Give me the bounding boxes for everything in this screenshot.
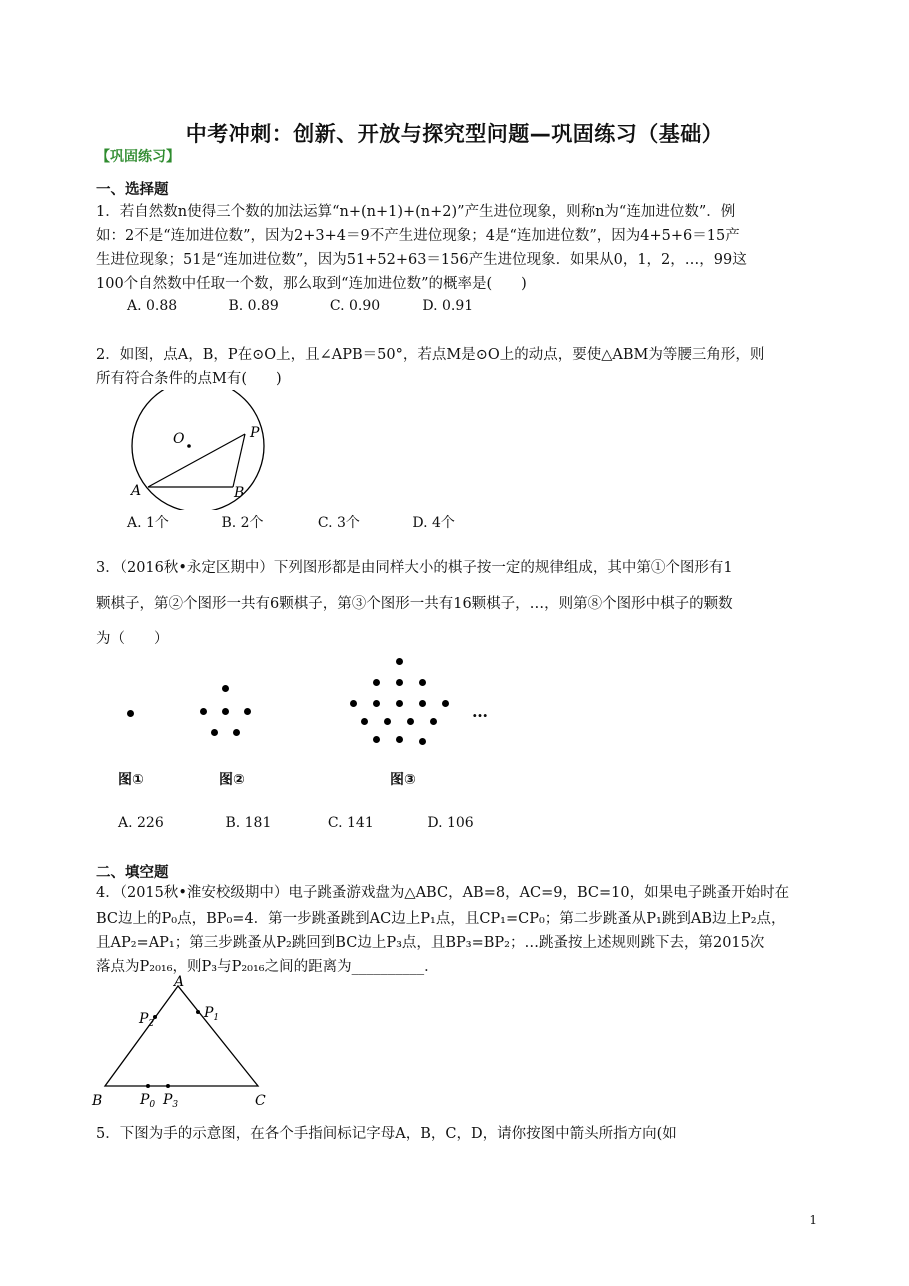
piece — [211, 729, 218, 736]
q1-option-c: C. 0.90 — [329, 298, 381, 314]
piece — [396, 679, 403, 686]
label-o: O — [173, 431, 185, 447]
piece — [200, 708, 207, 715]
piece — [430, 718, 437, 725]
triangle-abc — [105, 986, 258, 1086]
q3-options — [118, 815, 474, 831]
q2-circle-figure — [118, 390, 278, 510]
q3-option-d: D. 106 — [427, 815, 474, 831]
q3-label-fig2: 图② — [219, 772, 245, 788]
point-p3 — [166, 1084, 170, 1088]
q5-line-1: 5．下图为手的示意图，在各个手指间标记字母A，B，C，D，请你按图中箭头所指方向(如 — [96, 1126, 677, 1142]
q2-option-c: C. 3个 — [317, 515, 360, 531]
label-a: A — [131, 483, 142, 499]
q2-options — [127, 512, 455, 532]
q2-option-b: B. 2个 — [221, 515, 264, 531]
q2-option-d: D. 4个 — [412, 515, 455, 531]
q1-line-4: 100个自然数中任取一个数，那么取到“连加进位数”的概率是( ) — [96, 276, 527, 292]
label-p: P — [250, 425, 260, 441]
point-p1 — [196, 1010, 200, 1014]
piece — [373, 679, 380, 686]
label-a: A — [174, 974, 185, 990]
q2-line-1: 2．如图，点A，B，P在⊙O上，且∠APB＝50°，若点M是⊙O上的动点，要使△ABM为等腰三角形，则 — [96, 347, 765, 363]
q1-option-a: A. 0.88 — [127, 298, 178, 314]
q3-line-2: 颗棋子，第②个图形一共有6颗棋子，第③个图形一共有16颗棋子，…，则第⑧个图形中棋子的颗数 — [96, 596, 733, 612]
piece — [384, 718, 391, 725]
section-heading-choice: 一、选择题 — [96, 182, 169, 198]
piece — [419, 738, 426, 745]
piece — [407, 718, 414, 725]
piece — [396, 736, 403, 743]
section-tag: 【巩固练习】 — [96, 149, 180, 165]
section-heading-fill: 二、填空题 — [96, 865, 169, 881]
q2-option-a: A. 1个 — [127, 515, 169, 531]
q2-line-2: 所有符合条件的点M有( ) — [96, 371, 282, 387]
q4-line-3: 且AP₂=AP₁；第三步跳蚤从P₂跳回到BC边上P₃点，且BP₃=BP₂；…跳蚤按上述规则跳下去，第2015次 — [96, 935, 765, 951]
piece — [419, 679, 426, 686]
q1-line-1: 1．若自然数n使得三个数的加法运算“n+(n+1)+(n+2)”产生进位现象，则称n为“连加进位数”．例 — [96, 204, 736, 220]
piece — [127, 710, 134, 717]
piece — [442, 700, 449, 707]
piece — [396, 700, 403, 707]
label-c: C — [255, 1093, 266, 1109]
label-p0: $P_0$ — [140, 1092, 156, 1110]
q1-option-b: B. 0.89 — [228, 298, 279, 314]
q4-line-4: 落点为P₂₀₁₆，则P₃与P₂₀₁₆之间的距离为__________． — [96, 959, 439, 975]
q3-label-fig3: 图③ — [390, 772, 416, 788]
q3-option-a: A. 226 — [118, 815, 164, 831]
piece — [373, 700, 380, 707]
label-b: B — [92, 1093, 103, 1109]
page-number: 1 — [809, 1213, 817, 1227]
piece — [222, 708, 229, 715]
piece — [350, 700, 357, 707]
piece — [361, 718, 368, 725]
q4-line-2: BC边上的P₀点，BP₀=4．第一步跳蚤跳到AC边上P₁点，且CP₁=CP₀；第二步跳蚤从P₁跳到AB边上P₂点， — [96, 911, 786, 927]
q1-option-d: D. 0.91 — [422, 298, 474, 314]
segment-ap — [148, 434, 245, 487]
piece — [233, 729, 240, 736]
piece — [396, 658, 403, 665]
q3-line-3: 为（ ） — [96, 631, 169, 647]
label-p2: $P_2$ — [139, 1011, 155, 1029]
label-p1: $P_1$ — [204, 1005, 220, 1023]
center-point — [187, 444, 191, 448]
point-p0 — [146, 1084, 150, 1088]
q4-line-1: 4．（2015秋•淮安校级期中）电子跳蚤游戏盘为△ABC，AB=8，AC=9，BC=10，如果电子跳蚤开始时在 — [96, 885, 790, 901]
q3-option-c: C. 141 — [327, 815, 374, 831]
piece — [419, 700, 426, 707]
q1-options — [127, 298, 473, 314]
q4-triangle-figure — [88, 972, 278, 1114]
piece — [373, 736, 380, 743]
page-title: 中考冲刺：创新、开放与探究型问题—巩固练习（基础） — [185, 122, 724, 146]
piece — [222, 685, 229, 692]
q1-line-2: 如：2不是“连加进位数”，因为2+3+4＝9不产生进位现象；4是“连加进位数”，因为4+5+6＝15产 — [96, 228, 740, 244]
q3-ellipsis: … — [472, 702, 488, 721]
q3-option-b: B. 181 — [225, 815, 272, 831]
q3-line-1: 3．（2016秋•永定区期中）下列图形都是由同样大小的棋子按一定的规律组成，其中第①个图形有1 — [96, 560, 733, 576]
segment-bp — [233, 434, 245, 487]
q1-line-3: 生进位现象；51是“连加进位数”，因为51+52+63＝156产生进位现象．如果从0，1，2，…，99这 — [96, 252, 747, 268]
label-b: B — [234, 485, 245, 501]
label-p3: $P_3$ — [163, 1092, 179, 1110]
q3-label-fig1: 图① — [118, 772, 144, 788]
piece — [244, 708, 251, 715]
